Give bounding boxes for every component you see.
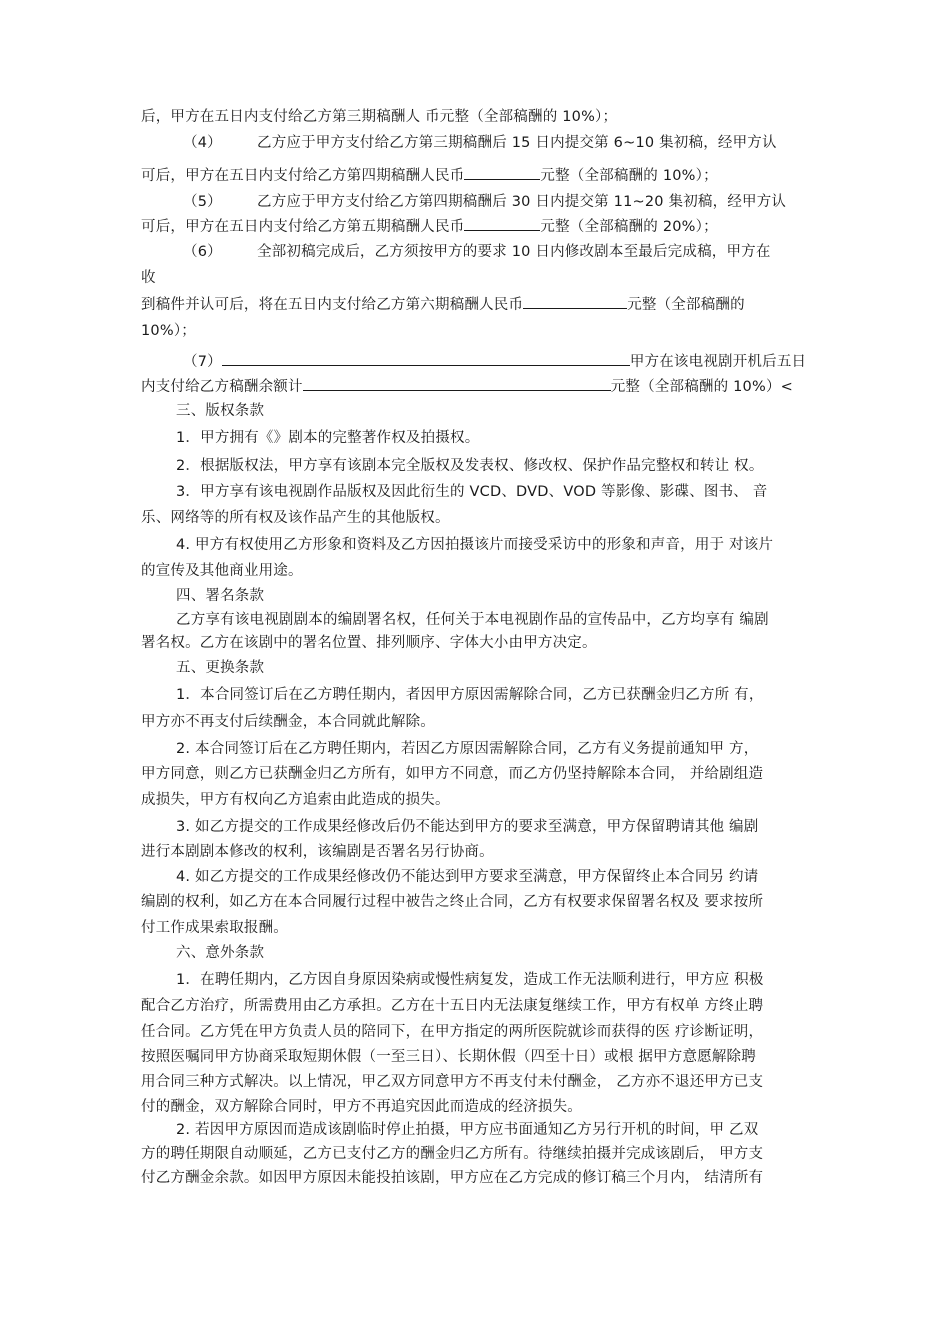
text: 元整（全部稿酬的 10%）< xyxy=(610,379,793,395)
text-line: 1．本合同签订后在乙方聘任期内，者因甲方原因需解除合同，乙方已获酬金归乙方所 有， xyxy=(176,687,764,703)
text: 乙方应于甲方支付给乙方第四期稿酬后 30 日内提交第 11~20 集初稿，经甲方认 xyxy=(257,194,787,210)
section-heading: 三、版权条款 xyxy=(176,403,265,419)
text: 可后，甲方在五日内支付给乙方第四期稿酬人民币 xyxy=(141,168,465,184)
text-line: 甲方同意，则乙方已获酬金归乙方所有，如甲方不同意，而乙方仍坚持解除本合同， 并给剧组造 xyxy=(141,766,764,782)
text: 甲方在该电视剧开机后五日 xyxy=(629,354,807,370)
text-line: 4. 甲方有权使用乙方形象和资料及乙方因拍摄该片而接受采访中的形象和声音，用于 对该片 xyxy=(176,537,774,553)
text-line xyxy=(141,376,793,397)
text-line xyxy=(183,133,777,153)
text-line: 成损失，甲方有权向乙方追索由此造成的损失。 xyxy=(141,792,450,808)
text: 到稿件并认可后，将在五日内支付给乙方第六期稿酬人民币 xyxy=(141,297,524,313)
text: 元整（全部稿酬的 20%）； xyxy=(540,219,718,235)
text-line xyxy=(183,351,806,372)
text-line xyxy=(183,192,786,212)
text-line: 署名权。乙方在该剧中的署名位置、排列顺序、字体大小由甲方决定。 xyxy=(141,635,597,651)
blank-field xyxy=(464,216,540,231)
text-line: 进行本剧剧本修改的权利，该编剧是否署名另行协商。 xyxy=(141,844,494,860)
text: 元整（全部稿酬的 xyxy=(627,297,745,313)
text-line xyxy=(183,242,771,262)
section-heading: 四、署名条款 xyxy=(176,588,265,604)
text-line: 3. 如乙方提交的工作成果经修改后仍不能达到甲方的要求至满意，甲方保留聘请其他 编剧 xyxy=(176,819,759,835)
text-line: 2．根据版权法，甲方享有该剧本完全版权及发表权、修改权、保护作品完整权和转让 权。 xyxy=(176,458,764,474)
text-line: 4. 如乙方提交的工作成果经修改仍不能达到甲方要求至满意，甲方保留终止本合同另 约请 xyxy=(176,869,759,885)
text-line: 方的聘任期限自动顺延，乙方已支付乙方的酬金归乙方所有。待继续拍摄并完成该剧后， 甲方支 xyxy=(141,1146,764,1162)
text: 全部初稿完成后，乙方须按甲方的要求 10 日内修改剧本至最后完成稿，甲方在 xyxy=(257,244,771,260)
text-line: 付的酬金，双方解除合同时，甲方不再追究因此而造成的经济损失。 xyxy=(141,1099,582,1115)
text-line: 乐、网络等的所有权及该作品产生的其他版权。 xyxy=(141,510,450,526)
blank-field xyxy=(464,165,540,180)
text-line: 1．在聘任期内，乙方因自身原因染病或慢性病复发，造成工作无法顺利进行，甲方应 积极 xyxy=(176,972,764,988)
text-line: 甲方亦不再支付后续酬金，本合同就此解除。 xyxy=(141,714,435,730)
section-heading: 五、更换条款 xyxy=(176,660,265,676)
item-number: （4） xyxy=(183,135,222,151)
text-line: 任合同。乙方凭在甲方负责人员的陪同下，在甲方指定的两所医院就诊而获得的医 疗诊断证明， xyxy=(141,1024,764,1040)
text-line xyxy=(141,294,745,315)
text-line: 后，甲方在五日内支付给乙方第三期稿酬人 币元整（全部稿酬的 10%）； xyxy=(141,109,618,125)
text-line: 3．甲方享有该电视剧作品版权及因此衍生的 VCD、DVD、VOD 等影像、影碟、图书、 音 xyxy=(176,484,768,500)
item-number: （6） xyxy=(183,244,222,260)
blank-field xyxy=(303,376,611,391)
item-number: （7） xyxy=(183,354,222,370)
text-line: 收 xyxy=(141,270,156,286)
text: 元整（全部稿酬的 10%）； xyxy=(540,168,718,184)
text-line: 配合乙方治疗，所需费用由乙方承担。乙方在十五日内无法康复继续工作，甲方有权单 方终止聘 xyxy=(141,998,764,1014)
text-line: 付工作成果索取报酬。 xyxy=(141,920,288,936)
text: 可后，甲方在五日内支付给乙方第五期稿酬人民币 xyxy=(141,219,465,235)
blank-field xyxy=(222,351,630,366)
text-line: 用合同三种方式解决。以上情况，甲乙双方同意甲方不再支付未付酬金， 乙方亦不退还甲方已支 xyxy=(141,1074,764,1090)
text-line: 2. 本合同签订后在乙方聘任期内，若因乙方原因需解除合同，乙方有义务提前通知甲 方， xyxy=(176,741,759,757)
text-line: 的宣传及其他商业用途。 xyxy=(141,563,303,579)
text-line: 乙方享有该电视剧剧本的编剧署名权，任何关于本电视剧作品的宣传品中，乙方均享有 编剧 xyxy=(176,612,769,628)
section-heading: 六、意外条款 xyxy=(176,945,265,961)
text-line: 付乙方酬金余款。如因甲方原因未能投拍该剧，甲方应在乙方完成的修订稿三个月内， 结清所有 xyxy=(141,1170,764,1186)
text-line: 按照医嘱同甲方协商采取短期休假（一至三日）、长期休假（四至十日）或根 据甲方意愿解除聘 xyxy=(141,1049,756,1065)
text-line: 10%）； xyxy=(141,323,196,339)
blank-field xyxy=(523,294,627,309)
text-line xyxy=(141,165,718,186)
text-line: 编剧的权利，如乙方在本合同履行过程中被告之终止合同，乙方有权要求保留署名权及 要求按所 xyxy=(141,894,764,910)
text-line: 2. 若因甲方原因而造成该剧临时停止拍摄，甲方应书面通知乙方另行开机的时间，甲 乙双 xyxy=(176,1122,759,1138)
text-line xyxy=(141,216,718,237)
text-line: 1．甲方拥有《》剧本的完整著作权及拍摄权。 xyxy=(176,430,480,446)
item-number: （5） xyxy=(183,194,222,210)
text: 内支付给乙方稿酬余额计 xyxy=(141,379,303,395)
text: 乙方应于甲方支付给乙方第三期稿酬后 15 日内提交第 6~10 集初稿，经甲方认 xyxy=(257,135,777,151)
